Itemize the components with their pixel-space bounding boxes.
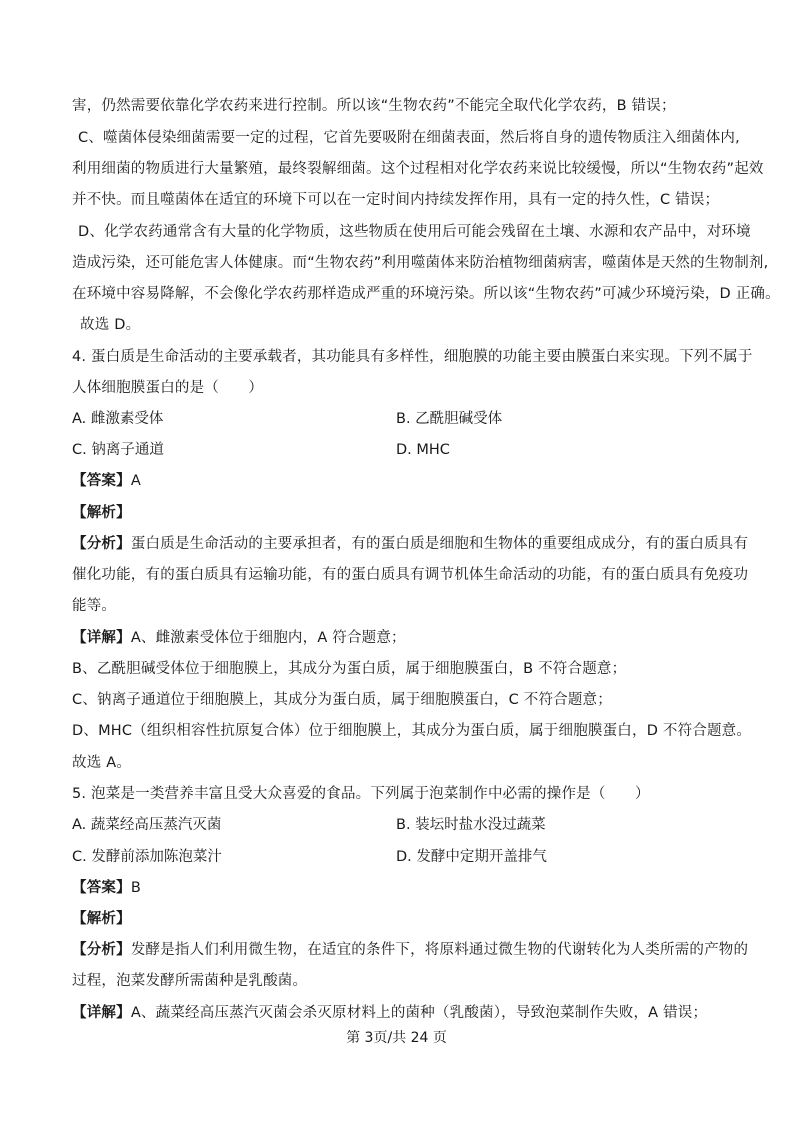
fenxi-tag: 【分析】 <box>72 942 131 958</box>
xiangjie-text: A、蔬菜经高压蒸汽灭菌会杀灭原材料上的菌种（乳酸菌），导致泡菜制作失败，A 错误； <box>130 1005 708 1021</box>
q4-analysis-tag: 【解析】 <box>72 505 131 521</box>
q4-option-b: B. 乙酰胆碱受体 <box>396 411 503 427</box>
q4-option-d: D. MHC <box>396 442 450 458</box>
q4-fenxi-line-2: 催化功能，有的蛋白质具有运输功能，有的蛋白质具有调节机体生命活动的功能，有的蛋白质具有免疫功 <box>72 567 749 583</box>
q4-fenxi-line-1 <box>72 534 748 554</box>
q4-stem-line-1: 4. 蛋白质是生命活动的主要承载者，其功能具有多样性，细胞膜的功能主要由膜蛋白来实现。下列不属于 <box>72 349 753 365</box>
q4-xiangjie-line-4: D、MHC（组织相容性抗原复合体）位于细胞膜上，其成分为蛋白质，属于细胞膜蛋白，D 不符合题意。 <box>72 723 752 739</box>
q4-xiangjie-line-1 <box>72 628 406 648</box>
q4-answer <box>72 471 141 491</box>
q5-option-a: A. 蔬菜经高压蒸汽灭菌 <box>72 817 222 833</box>
prev-c-line-2: 利用细菌的物质进行大量繁殖，最终裂解细菌。这个过程相对化学农药来说比较缓慢，所以“生物农药”起效 <box>72 161 764 177</box>
answer-value: A <box>130 473 141 489</box>
q5-option-d: D. 发酵中定期开盖排气 <box>396 849 547 865</box>
xiangjie-tag: 【详解】 <box>72 630 131 646</box>
q5-fenxi-line-1 <box>72 940 748 960</box>
q5-stem-line-1: 5. 泡菜是一类营养丰富且受大众喜爱的食品。下列属于泡菜制作中必需的操作是（ ） <box>72 786 650 802</box>
xiangjie-tag: 【详解】 <box>72 1005 131 1021</box>
fenxi-text: 蛋白质是生命活动的主要承担者，有的蛋白质是细胞和生物体的重要组成成分，有的蛋白质具有 <box>130 536 749 552</box>
prev-c-line-1: C、噬菌体侵染细菌需要一定的过程，它首先要吸附在细菌表面，然后将自身的遗传物质注入细菌体内, <box>78 130 740 146</box>
xiangjie-text: A、雌激素受体位于细胞内，A 符合题意； <box>130 630 406 646</box>
prev-d-line-3: 在环境中容易降解，不会像化学农药那样造成严重的环境污染。所以该“生物农药”可减少环境污染，D 正确。 <box>72 286 780 302</box>
answer-tag: 【答案】 <box>72 473 131 489</box>
prev-c-line-3: 并不快。而且噬菌体在适宜的环境下可以在一定时间内持续发挥作用，具有一定的持久性，C 错误； <box>72 192 720 208</box>
q5-analysis-tag: 【解析】 <box>72 911 131 927</box>
q5-xiangjie-line-1 <box>72 1003 707 1023</box>
q4-xiangjie-line-2: B、乙酰胆碱受体位于细胞膜上，其成分为蛋白质，属于细胞膜蛋白，B 不符合题意； <box>72 661 627 677</box>
fenxi-tag: 【分析】 <box>72 536 131 552</box>
page-footer: 第 3页/共 24 页 <box>346 1030 447 1046</box>
fenxi-text: 发酵是指人们利用微生物，在适宜的条件下，将原料通过微生物的代谢转化为人类所需的产物的 <box>130 942 749 958</box>
prev-d-line-1: D、化学农药通常含有大量的化学物质，这些物质在使用后可能会残留在土壤、水源和农产品中，对环境 <box>78 224 751 240</box>
answer-tag: 【答案】 <box>72 880 131 896</box>
q4-choose: 故选 A。 <box>72 755 132 771</box>
q4-stem-line-2: 人体细胞膜蛋白的是（ ） <box>72 380 264 396</box>
q5-answer <box>72 878 141 898</box>
q5-option-b: B. 装坛时盐水没过蔬菜 <box>396 817 546 833</box>
q4-option-c: C. 钠离子通道 <box>72 442 164 458</box>
q4-fenxi-line-3: 能等。 <box>72 598 117 614</box>
answer-value: B <box>130 880 141 896</box>
q4-xiangjie-line-3: C、钠离子通道位于细胞膜上，其成分为蛋白质，属于细胞膜蛋白，C 不符合题意； <box>72 692 612 708</box>
q5-fenxi-line-2: 过程，泡菜发酵所需菌种是乳酸菌。 <box>72 973 308 989</box>
prev-d-line-2: 造成污染，还可能危害人体健康。而“生物农药”利用噬菌体来防治植物细菌病害，噬菌体是天然的生物制剂, <box>72 255 769 271</box>
prev-b-conclusion: 害，仍然需要依靠化学农药来进行控制。所以该“生物农药”不能完全取代化学农药，B 错误； <box>72 98 676 114</box>
q4-option-a: A. 雌激素受体 <box>72 411 164 427</box>
prev-choose: 故选 D。 <box>80 317 141 333</box>
q5-option-c: C. 发酵前添加陈泡菜汁 <box>72 849 222 865</box>
